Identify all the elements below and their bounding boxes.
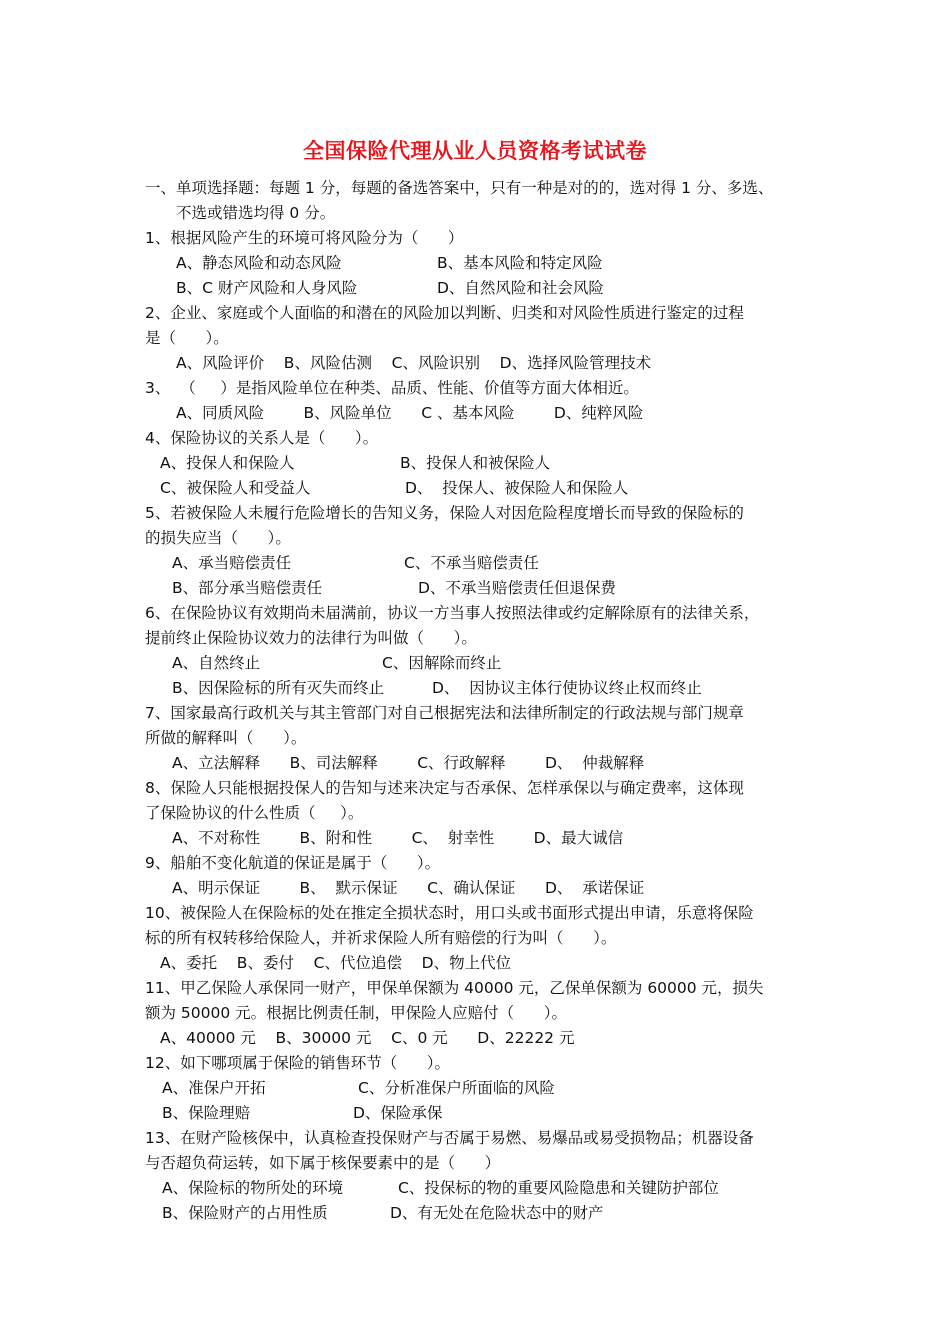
question-stem: 7、国家最高行政机关与其主管部门对自己根据宪法和法律所制定的行政法规与部门规章: [145, 704, 744, 722]
question-stem: 6、在保险协议有效期尚未届满前，协议一方当事人按照法律或约定解除原有的法律关系，: [145, 604, 760, 622]
option-a: A、静态风险和动态风险: [176, 254, 342, 272]
option-c: B、C 财产风险和人身风险: [176, 279, 358, 297]
question-stem-cont: 的损失应当（ ）。: [145, 529, 291, 547]
question-stem: 5、若被保险人未履行危险增长的告知义务，保险人对因危险程度增长而导致的保险标的: [145, 504, 744, 522]
question-stem-cont: 了保险协议的什么性质（ ）。: [145, 804, 364, 822]
options-row: A、40000 元 B、30000 元 C、0 元 D、22222 元: [160, 1029, 575, 1047]
question-stem: 4、保险协议的关系人是（ ）。: [145, 429, 379, 447]
question-stem: 11、甲乙保险人承保同一财产，甲保单保额为 40000 元，乙保单保额为 60000 元，损失: [145, 979, 764, 997]
option-c: C、不承当赔偿责任: [404, 554, 539, 572]
option-a: A、投保人和保险人: [160, 454, 295, 472]
option-b: B、投保人和被保险人: [400, 454, 551, 472]
question-stem: 10、被保险人在保险标的处在推定全损状态时，用口头或书面形式提出申请，乐意将保险: [145, 904, 754, 922]
question-stem: 8、保险人只能根据投保人的告知与述来决定与否承保、怎样承保以与确定费率，这体现: [145, 779, 744, 797]
question-stem-cont: 标的所有权转移给保险人，并祈求保险人所有赔偿的行为叫（ ）。: [145, 929, 617, 947]
section-heading-line-2: 不选或错选均得 0 分。: [176, 204, 336, 222]
question-stem: 2、企业、家庭或个人面临的和潜在的风险加以判断、归类和对风险性质进行鉴定的过程: [145, 304, 744, 322]
option-c: C、投保标的物的重要风险隐患和关键防护部位: [398, 1179, 719, 1197]
option-d: D、自然风险和社会风险: [437, 279, 604, 297]
question-stem-cont: 是（ ）。: [145, 329, 229, 347]
question-stem: 3、 （ ）是指风险单位在种类、品质、性能、价值等方面大体相近。: [145, 379, 639, 397]
options-row: A、明示保证 B、 默示保证 C、确认保证 D、 承诺保证: [172, 879, 645, 897]
option-b: B、保险理赔: [162, 1104, 251, 1122]
question-stem-cont: 所做的解释叫（ ）。: [145, 729, 307, 747]
option-c: C、因解除而终止: [382, 654, 502, 672]
option-b: B、保险财产的占用性质: [162, 1204, 328, 1222]
option-d: D、 因协议主体行使协议终止权而终止: [432, 679, 702, 697]
option-b: B、因保险标的所有灭失而终止: [172, 679, 385, 697]
option-a: A、承当赔偿责任: [172, 554, 292, 572]
options-row: A、立法解释 B、司法解释 C、行政解释 D、 仲裁解释: [172, 754, 645, 772]
question-stem-cont: 额为 50000 元。根据比例责任制，甲保险人应赔付（ ）。: [145, 1004, 567, 1022]
option-d: D、 投保人、被保险人和保险人: [405, 479, 629, 497]
option-a: A、保险标的物所处的环境: [162, 1179, 344, 1197]
options-row: A、风险评价 B、风险估测 C、风险识别 D、选择风险管理技术: [176, 354, 652, 372]
option-b: B、基本风险和特定风险: [437, 254, 603, 272]
section-heading-line-1: 一、单项选择题：每题 1 分，每题的备选答案中，只有一种是对的的，选对得 1 分、多选、: [145, 179, 774, 197]
question-stem: 13、在财产险核保中，认真检查投保财产与否属于易燃、易爆品或易受损物品；机器设备: [145, 1129, 754, 1147]
options-row: A、委托 B、委付 C、代位追偿 D、物上代位: [160, 954, 512, 972]
option-d: D、保险承保: [353, 1104, 443, 1122]
question-stem-cont: 提前终止保险协议效力的法律行为叫做（ ）。: [145, 629, 477, 647]
options-row: A、不对称性 B、附和性 C、 射幸性 D、最大诚信: [172, 829, 624, 847]
question-stem: 9、船舶不变化航道的保证是属于（ ）。: [145, 854, 441, 872]
question-stem: 12、如下哪项属于保险的销售环节（ ）。: [145, 1054, 451, 1072]
options-row: A、同质风险 B、风险单位 C 、基本风险 D、纯粹风险: [176, 404, 644, 422]
question-stem-cont: 与否超负荷运转，如下属于核保要素中的是（ ）: [145, 1154, 501, 1172]
option-d: D、不承当赔偿责任但退保费: [418, 579, 616, 597]
option-c: C、分析准保户所面临的风险: [358, 1079, 555, 1097]
exam-title: 全国保险代理从业人员资格考试试卷: [303, 139, 647, 163]
option-b: B、部分承当赔偿责任: [172, 579, 323, 597]
question-stem: 1、根据风险产生的环境可将风险分为（ ）: [145, 229, 464, 247]
option-c: C、被保险人和受益人: [160, 479, 311, 497]
option-d: D、有无处在危险状态中的财产: [390, 1204, 604, 1222]
option-a: A、自然终止: [172, 654, 261, 672]
option-a: A、准保户开拓: [162, 1079, 266, 1097]
